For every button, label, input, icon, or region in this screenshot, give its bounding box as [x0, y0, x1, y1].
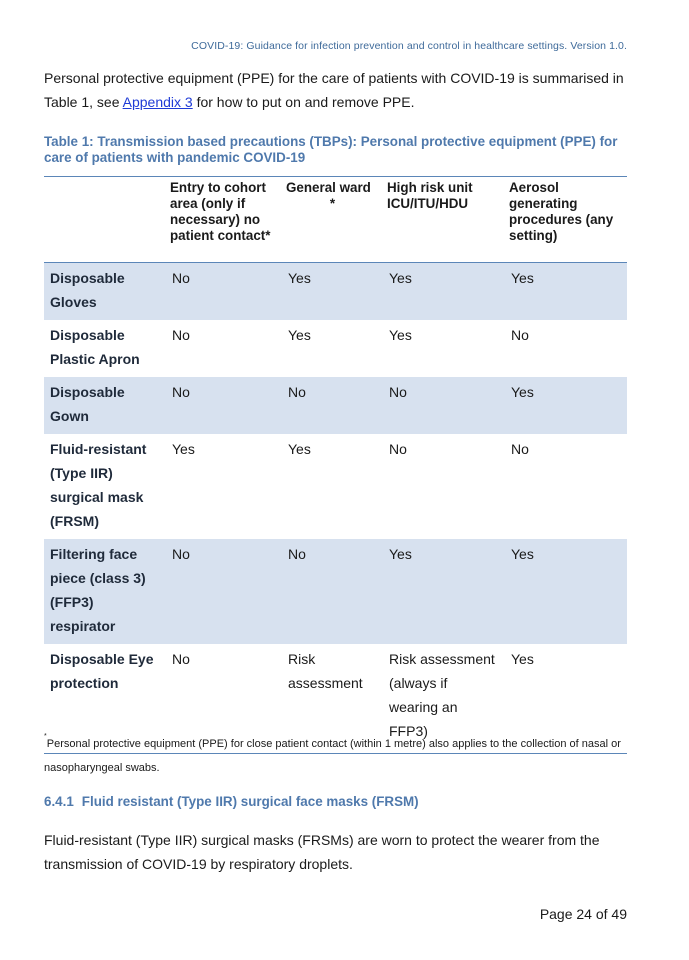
ppe-table — [44, 176, 627, 754]
table-cell: Yes — [172, 441, 195, 457]
table-cell: No — [172, 651, 190, 667]
table-cell: No — [172, 327, 190, 343]
page-number: Page 24 of 49 — [539, 906, 627, 922]
column-header-cohort: Entry to cohort area (only if necessary) no patient contact* — [166, 177, 282, 263]
footnote-text: Personal protective equipment (PPE) for close patient contact (within 1 metre) also applies to the collection of nasal or nasopharyngeal swabs. — [44, 738, 621, 774]
section-title: Fluid resistant (Type IIR) surgical face masks (FRSM) — [81, 794, 419, 809]
table-header-row — [44, 177, 627, 263]
table-cell: Yes — [505, 539, 627, 644]
intro-paragraph — [44, 66, 644, 114]
appendix-3-link[interactable]: Appendix 3 — [122, 94, 193, 110]
footnote-marker: * — [44, 733, 47, 740]
table-cell: Yes — [288, 327, 311, 343]
table-cell: Yes — [282, 263, 383, 321]
general-ward-label: General ward — [286, 180, 371, 195]
column-header-aerosol: Aerosol generating procedures (any setting) — [505, 177, 627, 263]
table-row — [44, 434, 627, 539]
column-header-item — [44, 177, 166, 263]
running-header: COVID-19: Guidance for infection prevention and control in healthcare settings. Version 1.0. — [191, 40, 627, 52]
row-label-ffp3: Filtering face piece (class 3) (FFP3) respirator — [44, 539, 166, 644]
table-cell: Risk assessment — [288, 651, 363, 691]
table-cell: No — [511, 327, 529, 343]
table-cell: Yes — [511, 651, 534, 667]
general-ward-marker: * — [329, 196, 336, 211]
table-cell: No — [166, 539, 282, 644]
table-cell: No — [383, 377, 505, 434]
column-header-general-ward — [282, 177, 383, 263]
section-heading — [44, 794, 419, 809]
row-label-apron: Disposable Plastic Apron — [50, 327, 140, 367]
table-row — [44, 377, 627, 434]
table-cell: Yes — [383, 263, 505, 321]
table-cell: No — [389, 441, 407, 457]
row-label-frsm: Fluid-resistant (Type IIR) surgical mask (FRSM) — [50, 441, 147, 529]
table-row — [44, 263, 627, 321]
table-row — [44, 320, 627, 377]
section-body: Fluid-resistant (Type IIR) surgical masks (FRSMs) are worn to protect the wearer from the transmission of COVID-19 by respiratory droplets. — [44, 832, 600, 872]
table-cell: Yes — [383, 539, 505, 644]
table-footnote — [44, 732, 644, 780]
table-cell: Yes — [505, 263, 627, 321]
row-label-eye-protection: Disposable Eye protection — [50, 651, 154, 691]
table-cell: Yes — [389, 327, 412, 343]
table-cell: No — [282, 377, 383, 434]
table-cell: No — [282, 539, 383, 644]
table-cell: Yes — [505, 377, 627, 434]
table-caption: Table 1: Transmission based precautions (TBPs): Personal protective equipment (PPE) for care of patients with pandemic COVID-19 — [44, 134, 618, 165]
table-row — [44, 539, 627, 644]
table-cell: No — [511, 441, 529, 457]
section-number: 6.4.1 — [44, 794, 74, 809]
table-cell: Risk assessment (always if wearing an FFP3) — [389, 651, 495, 739]
intro-text-2: for how to put on and remove PPE. — [192, 94, 415, 110]
table-cell: No — [166, 263, 282, 321]
row-label-gloves: Disposable Gloves — [44, 263, 166, 321]
table-cell: No — [166, 377, 282, 434]
column-header-high-risk: High risk unit ICU/ITU/HDU — [383, 177, 505, 263]
row-label-gown: Disposable Gown — [44, 377, 166, 434]
table-cell: Yes — [288, 441, 311, 457]
intro-text-1: Personal protective equipment (PPE) for the care of patients with COVID-19 is summarised in Table 1, see — [44, 70, 624, 110]
